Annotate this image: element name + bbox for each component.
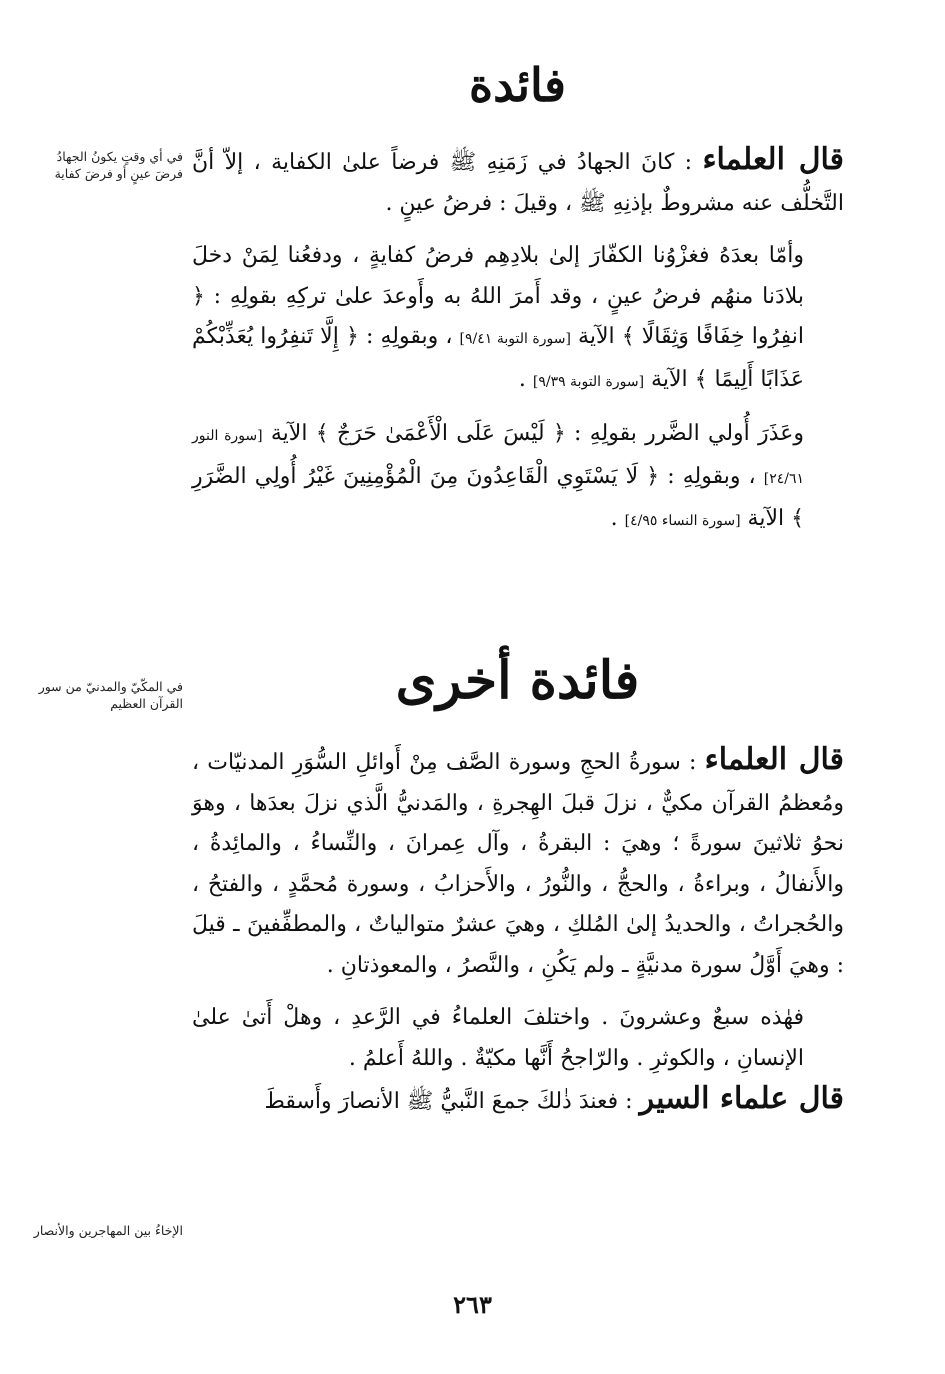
paragraph-text: : سورةُ الحجِ وسورة الصَّف مِنْ أَوائلِ السُّوَرِ المدنيّات ، ومُعظمُ القرآن مكيٌّ ، نزلَ قبلَ الهِجرةِ ، والمَدنيُّ الَّذي نزلَ بعدَها ، وهوَ نحوُ ثلاثينَ سورةً ؛ وهيَ : البقرةُ ، وآل عِمرانَ ، والنِّساءُ ، والمائِدةُ ، والأَنفالُ ، وبراءةُ ، والحجُّ ، والنُّورُ ، والأَحزابُ ، وسورة مُحمَّدٍ ، والفتحُ ، والحُجراتُ ، والحديدُ إلىٰ المُلكِ ، وهيَ عشرٌ متوالياتٌ ، والمطفِّفينَ ـ قيلَ : وهيَ أَوَّلُ سورة مدنيَّةٍ ـ ولم يَكُنِ ، والنَّصرُ ، والمعوذتانِ . [192,750,844,978]
paragraph-text: وعَذَرَ أُولي الضَّرر بقولِهِ : [565,421,804,446]
page-number: ٢٦٣ [453,1290,492,1319]
paragraph-text: . [610,506,625,531]
margin-note-jihad: في أي وقتٍ يكونُ الجهادُ فرضَ عينٍ أو فرضَ كفاية [54,149,183,181]
margin-note-makki-madani: في المكّيّ والمدنيّ من سور القرآن العظيم [38,679,183,711]
quran-verse: ﴿ لَا يَسْتَوِي الْقَاعِدُونَ مِنَ الْمُؤْمِنِينَ غَيْرُ أُولِي الضَّرَرِ ﴾ [192,463,804,531]
paragraph-text: الآية [570,324,622,349]
section2-paragraph-1 [192,740,844,986]
lead-phrase: قال العلماء [702,142,844,177]
paragraph-text: الآية [740,506,792,531]
paragraph-text: ، وبقولِهِ : [659,463,764,489]
paragraph-text: الآية [644,366,695,392]
section-title-faida-ukhra: فائدة أخرى [395,650,640,711]
section1-paragraph-3 [192,414,844,542]
lead-phrase: قال علماء السير [639,1081,844,1116]
quran-verse: ﴿ إِلَّا تَنفِرُوا يُعَذِّبْكُمْ عَذَابًا أَلِيمًا ﴾ [192,324,804,392]
margin-note-brotherhood: الإخاءُ بين المهاجرين والأنصار [33,1223,183,1238]
quran-verse: ﴿ لَيْسَ عَلَى الْأَعْمَىٰ حَرَجٌ ﴾ [315,421,566,446]
lead-phrase: قال العلماء [704,742,844,777]
section2-paragraph-2 [192,998,844,1079]
verse-reference: [سورة التوبة ٩/٣٩] [532,373,645,390]
quran-verse: ﴿ انفِرُوا خِفَافًا وَثِقَالًا ﴾ [192,283,804,349]
section-title-faida: فائدة [468,58,567,112]
paragraph-text: الآية [262,421,316,446]
section2-body [192,740,844,1123]
section2-paragraph-3 [192,1079,844,1123]
paragraph-text: : كانَ الجهادُ في زَمَنِهِ ﷺ فرضاً علىٰ الكفاية ، إلاّ أنَّ التَّخلُّف عنه مشروطٌ بإذنِهِ ﷺ ، وقيلَ : فرضُ عينٍ . [192,150,844,216]
paragraph-text: . [518,366,533,392]
verse-reference: [سورة النور ٢٤/٦١] [192,428,804,487]
paragraph-text: ، وبقولِهِ : [358,324,460,349]
paragraph-text: فهٰذه سبعٌ وعشرونَ . واختلفَ العلماءُ في الرَّعدِ ، وهلْ أَتىٰ علىٰ الإنسانِ ، والكوثرِ . والرّاجحُ أَنَّها مكيّةٌ . واللهُ أَعلمُ . [192,1005,804,1071]
paragraph-text: : فعندَ ذٰلكَ جمعَ النَّبيُّ ﷺ الأنصارَ وأَسقطَ [264,1089,640,1114]
section1-paragraph-1 [192,140,844,224]
section1-paragraph-2 [192,236,844,402]
section1-body [192,140,844,542]
verse-reference: [سورة التوبة ٩/٤١] [459,331,571,347]
verse-reference: [سورة النساء ٤/٩٥] [624,513,741,529]
paragraph-text: وأمّا بعدَهُ فغزْوُنا الكفّارَ إلىٰ بلادِهِم فرضُ كفايةٍ ، ودفعُنا لِمَنْ دخلَ بلادَنا منهُم فرضُ عينٍ ، وقد أَمرَ اللهُ به وأَوعدَ علىٰ تركِهِ بقولِهِ : [192,243,804,309]
